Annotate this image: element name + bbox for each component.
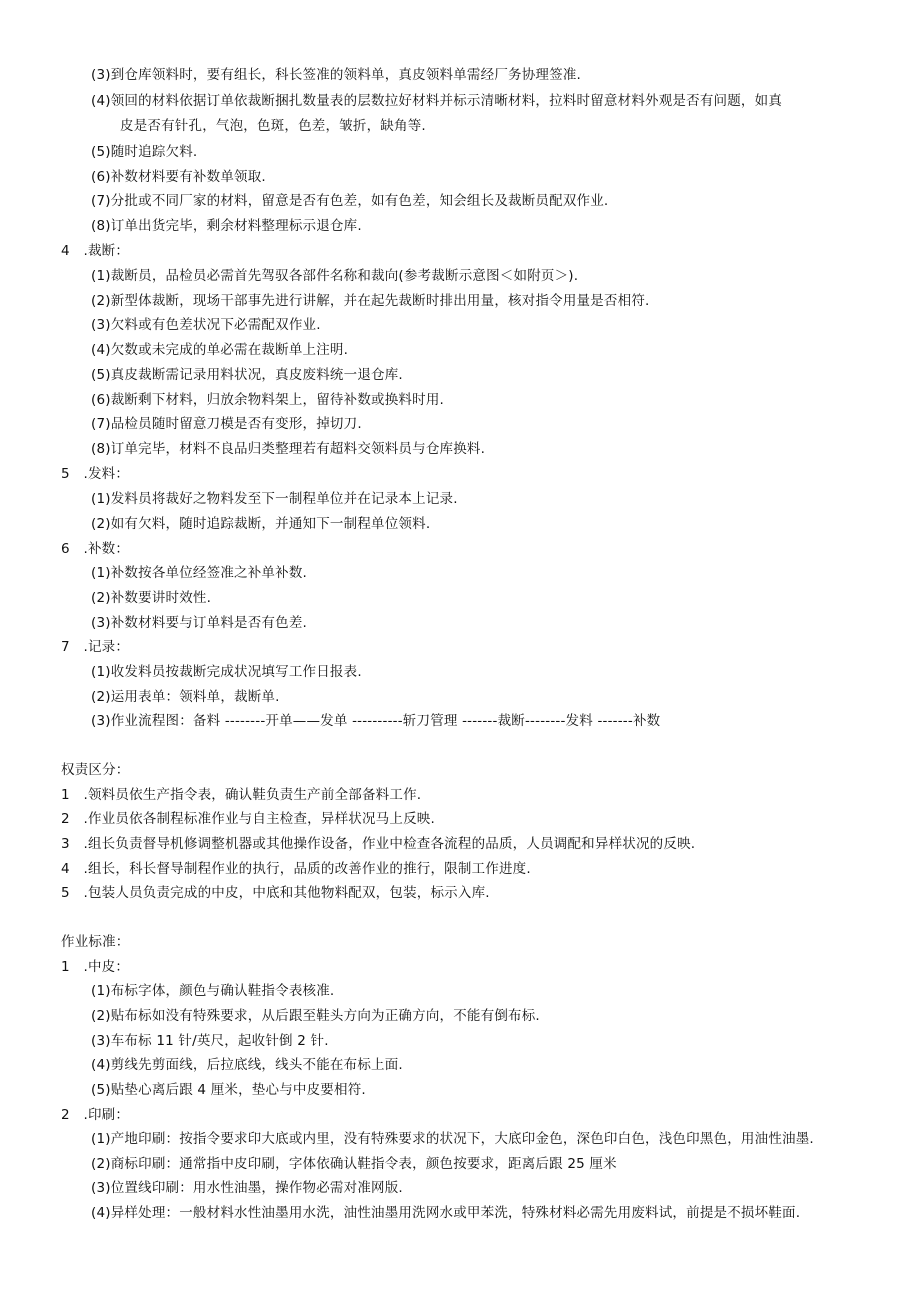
list-item: (1)裁断员，品检员必需首先驾驭各部件名称和裁向(参考裁断示意图＜如附页＞). [91,268,579,284]
list-item: (1)收发料员按裁断完成状况填写工作日报表. [91,664,362,680]
section-title: 作业标准： [61,934,130,950]
list-item: (2)新型体裁断，现场干部事先进行讲解，并在起先裁断时排出用量，核对指令用量是否相符. [91,293,650,309]
list-item: 5 .包装人员负责完成的中皮，中底和其他物料配双，包装，标示入库. [61,885,490,901]
list-item: (2)补数要讲时效性. [91,590,212,606]
list-item: (3)欠料或有色差状况下必需配双作业. [91,317,321,333]
section-heading: 5 .发料： [61,466,130,482]
list-item: (5)随时追踪欠料. [91,144,198,160]
list-item-continuation: 皮是否有针孔，气泡，色斑，色差，皱折，缺角等. [120,118,426,134]
list-item: (4)领回的材料依据订单依裁断捆扎数量表的层数拉好材料并标示清晰材料，拉料时留意材料外观是否有问题，如真 [91,93,783,109]
section-heading: 1 .中皮： [61,959,130,975]
list-item: (3)补数材料要与订单料是否有色差. [91,615,308,631]
list-item: (8)订单出货完毕，剩余材料整理标示退仓库. [91,218,362,234]
list-item: (5)真皮裁断需记录用料状况，真皮废料统一退仓库. [91,367,403,383]
list-item: (4)欠数或未完成的单必需在裁断单上注明. [91,342,349,358]
list-item: (3)到仓库领料时，要有组长，科长签准的领料单，真皮领料单需经厂务协理签准. [91,67,582,83]
list-item: 4 .组长，科长督导制程作业的执行，品质的改善作业的推行，限制工作进度. [61,861,531,877]
list-item: (2)商标印刷：通常指中皮印刷，字体依确认鞋指令表，颜色按要求，距离后跟 25 厘米 [91,1156,617,1172]
section-heading: 2 .印刷： [61,1107,130,1123]
list-item: (3)车布标 11 针/英尺，起收针倒 2 针. [91,1033,329,1049]
list-item: (5)贴垫心离后跟 4 厘米，垫心与中皮要相符. [91,1082,366,1098]
section-heading: 7 .记录： [61,639,130,655]
list-item: 1 .领料员依生产指令表，确认鞋负责生产前全部备料工作. [61,787,422,803]
section-heading: 4 .裁断： [61,243,130,259]
list-item: (7)品检员随时留意刀模是否有变形，掉切刀. [91,416,362,432]
list-item: (8)订单完毕，材料不良品归类整理若有超料交领料员与仓库换料. [91,441,486,457]
section-title: 权责区分： [61,762,130,778]
section-heading: 6 .补数： [61,541,130,557]
list-item: (4)异样处理：一般材料水性油墨用水洗，油性油墨用洗网水或甲苯洗，特殊材料必需先用废料试，前提是不损坏鞋面. [91,1205,801,1221]
list-item: (1)布标字体，颜色与确认鞋指令表核准. [91,983,335,999]
list-item: (1)产地印刷：按指令要求印大底或内里，没有特殊要求的状况下，大底印金色，深色印白色，浅色印黑色，用油性油墨. [91,1131,814,1147]
list-item: (4)剪线先剪面线，后拉底线，线头不能在布标上面. [91,1057,403,1073]
list-item: (6)补数材料要有补数单领取. [91,169,266,185]
list-item: 3 .组长负责督导机修调整机器或其他操作设备，作业中检查各流程的品质，人员调配和异样状况的反映. [61,836,696,852]
list-item: (1)补数按各单位经签准之补单补数. [91,565,308,581]
list-item: (3)位置线印刷：用水性油墨，操作物必需对准网版. [91,1180,403,1196]
list-item: (2)如有欠料，随时追踪裁断，并通知下一制程单位领料. [91,516,431,532]
list-item: (7)分批或不同厂家的材料，留意是否有色差，如有色差，知会组长及裁断员配双作业. [91,193,609,209]
list-item: (1)发料员将裁好之物料发至下一制程单位并在记录本上记录. [91,491,458,507]
list-item: (2)贴布标如没有特殊要求，从后跟至鞋头方向为正确方向，不能有倒布标. [91,1008,540,1024]
list-item: (6)裁断剩下材料，归放余物料架上，留待补数或换料时用. [91,392,445,408]
list-item: 2 .作业员依各制程标准作业与自主检查，异样状况马上反映. [61,811,435,827]
list-item: (2)运用表单：领料单，裁断单. [91,689,280,705]
list-item-flowchart: (3)作业流程图：备料 --------开单——发单 ----------斩刀管理 -------裁断--------发料 -------补数 [91,713,661,729]
